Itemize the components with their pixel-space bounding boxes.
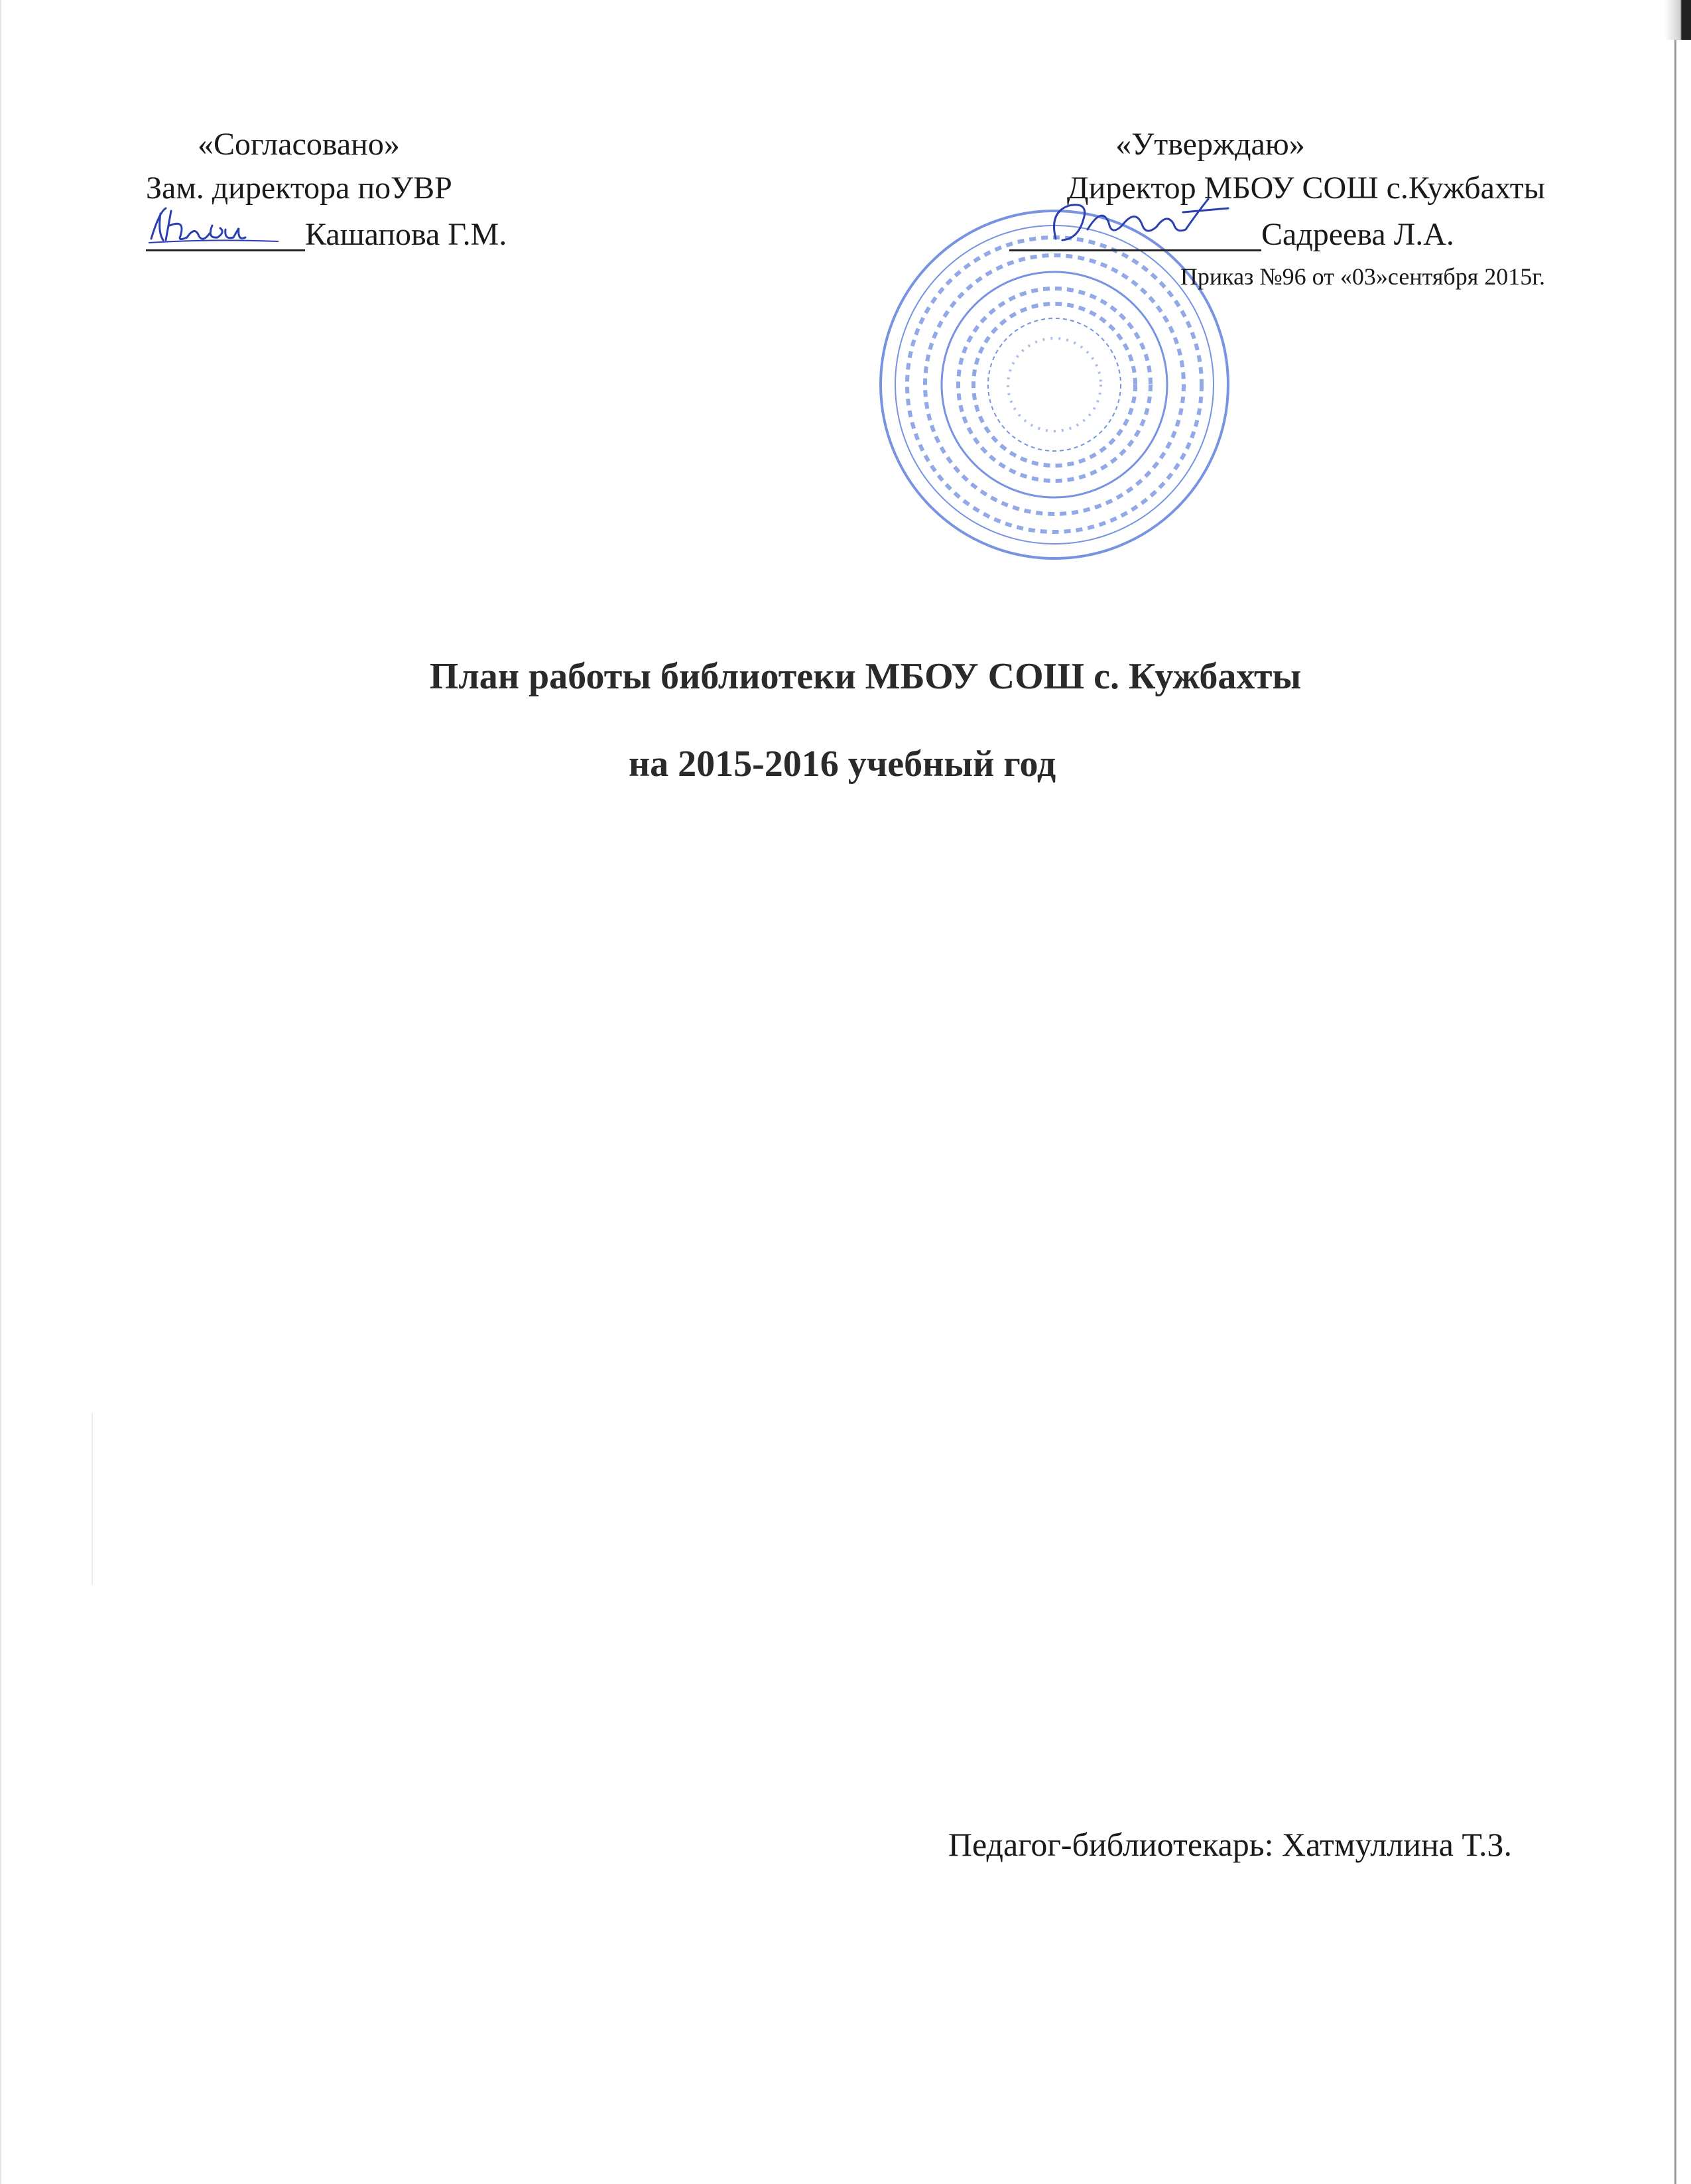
- approved-name: Садреева Л.А.: [1261, 217, 1454, 252]
- signature-line: [146, 211, 305, 251]
- approval-block-agreed: [146, 123, 650, 257]
- handwritten-signature-right: [1009, 192, 1261, 252]
- signature-line: [1009, 211, 1261, 251]
- agreed-signature-row: [146, 210, 650, 257]
- approved-signature-row: [836, 210, 1545, 257]
- approved-heading: «Утверждаю»: [1115, 127, 1305, 162]
- scan-edge-right: [1674, 0, 1676, 2184]
- scan-mark: [92, 1413, 93, 1585]
- order-reference: Приказ №96 от «03»сентября 2015г.: [1180, 263, 1545, 290]
- scan-edge-left: [0, 0, 1, 2184]
- librarian-credit: Педагог-библиотекарь: Хатмуллина Т.З.: [948, 1826, 1512, 1863]
- scan-corner-mark: [1664, 0, 1691, 40]
- document-title: [0, 653, 1691, 787]
- approved-position: Директор МБОУ СОШ с.Кужбахты: [1066, 170, 1545, 206]
- title-line-1: План работы библиотеки МБОУ СОШ с. Кужбахты: [429, 656, 1302, 697]
- agreed-name: Кашапова Г.М.: [305, 217, 507, 252]
- agreed-position: Зам. директора поУВР: [146, 170, 452, 206]
- handwritten-signature-left: [146, 199, 305, 252]
- approval-block-approved: [836, 123, 1545, 295]
- title-line-2: на 2015-2016 учебный год: [628, 743, 1056, 785]
- agreed-heading: «Согласовано»: [198, 127, 400, 162]
